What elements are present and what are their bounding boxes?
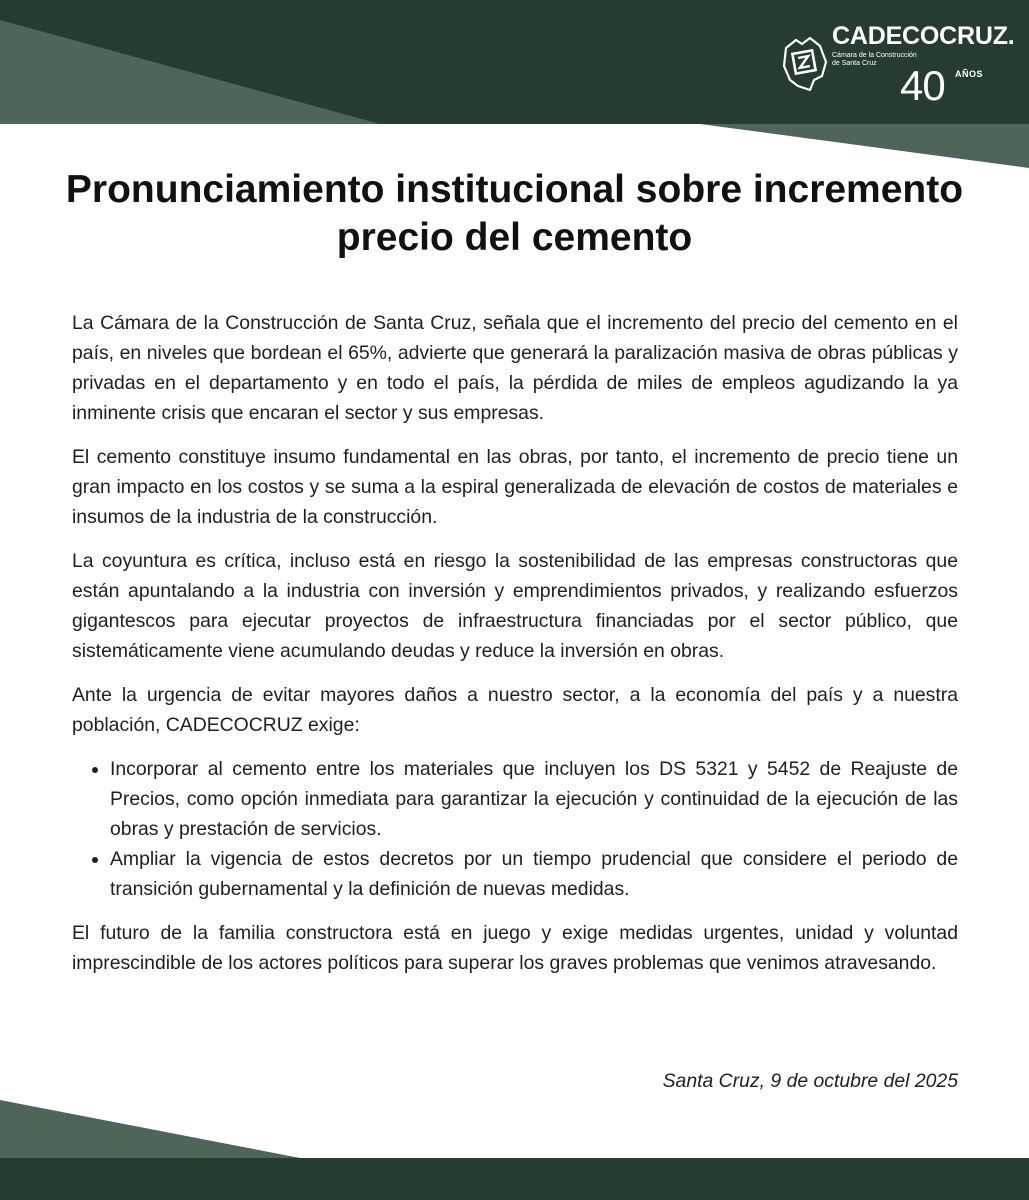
document-body	[72, 308, 958, 992]
bottom-left-wedge	[0, 1100, 300, 1158]
logo-subtitle: Cámara de la Construcción de Santa Cruz	[832, 52, 917, 67]
logo-name: CADECOCRUZ.	[832, 22, 1015, 50]
anniversary-label: AÑOS	[955, 69, 984, 79]
cadecocruz-logo	[780, 20, 1015, 112]
bolivia-map-logo-icon	[780, 36, 830, 92]
anniversary-number: 40	[900, 62, 945, 109]
paragraph-4: Ante la urgencia de evitar mayores daños a nuestro sector, a la economía del país y a nuestra población, CADECOCRUZ exige:	[72, 684, 958, 736]
demand-item-1: • Incorporar al cemento entre los materiales que incluyen los DS 5321 y 5452 de Reajuste de Precios, como opción inmediata para garantizar la ejecución y continuidad de la ejecución de las obras y prestación de servicios.	[110, 754, 958, 844]
paragraph-3: La coyuntura es crítica, incluso está en riesgo la sostenibilidad de las empresas constructoras que están apuntalando a la industria con inversión y emprendimientos privados, y realizando esfuerzos gigantescos para ejecutar proyectos de infraestructura financiadas por el sector público, que sistemáticamente viene acumulando deudas y reduce la inversión en obras.	[72, 550, 958, 662]
paragraph-1: La Cámara de la Construcción de Santa Cruz, señala que el incremento del precio del cemento en el país, en niveles que bordean el 65%, advierte que generará la paralización masiva de obras públicas y privadas en el departamento y en todo el país, la pérdida de miles de empleos agudizando la ya inminente crisis que encaran el sector y sus empresas.	[72, 312, 958, 424]
demands-list	[72, 754, 958, 904]
closing-paragraph: El futuro de la familia constructora está en juego y exige medidas urgentes, unidad y voluntad imprescindible de los actores políticos para superar los graves problemas que venimos atravesando.	[72, 922, 958, 974]
paragraph-2: El cemento constituye insumo fundamental en las obras, por tanto, el incremento de precio tiene un gran impacto en los costos y se suma a la espiral generalizada de elevación de costos de materiales e insumos de la industria de la construcción.	[72, 446, 958, 528]
demand-item-2: • Ampliar la vigencia de estos decretos por un tiempo prudencial que considere el periodo de transición gubernamental y la definición de nuevas medidas.	[110, 844, 958, 904]
right-corner-wedge	[700, 124, 1029, 168]
document-title: Pronunciamiento institucional sobre incremento precio del cemento	[65, 168, 964, 259]
date-line: Santa Cruz, 9 de octubre del 2025	[662, 1070, 958, 1092]
footer-band	[0, 1158, 1029, 1200]
